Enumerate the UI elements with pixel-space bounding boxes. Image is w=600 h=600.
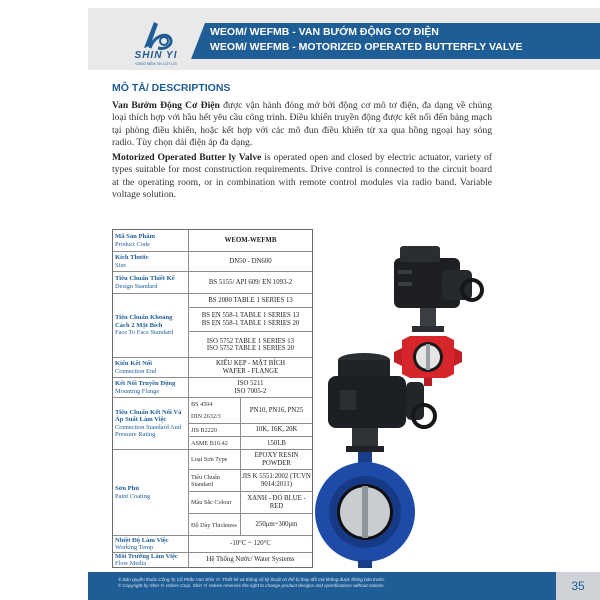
- label-vi: Môi Trường Làm Việc: [115, 552, 178, 560]
- spec-label: [113, 358, 189, 377]
- spec-label: [113, 230, 189, 251]
- spec-label: [113, 450, 189, 535]
- spec-label: [113, 252, 189, 271]
- spec-row-connection: [113, 358, 312, 378]
- pressure-sub-jis: [189, 424, 312, 437]
- pressure-v3: 10K, 16K, 20K: [255, 426, 298, 434]
- face-v2b: BS EN 558-1 TABLE 1 SERIES 20: [201, 319, 300, 327]
- pressure-sub-bs-din: [189, 398, 312, 424]
- coating-std-value: JIS K 5551:2002 (TCVN 9014:2011): [242, 473, 311, 488]
- coating-type: [189, 450, 312, 470]
- pressure-v4: 150LB: [267, 439, 286, 447]
- descriptions-title: MÔ TẢ/ DESCRIPTIONS: [112, 82, 231, 94]
- pressure-sub-asme: [189, 437, 312, 450]
- spec-row-media: [113, 553, 312, 567]
- coating-type-value: EPOXY RESIN POWDER: [254, 452, 299, 467]
- spec-value: -10°C ~ 120°C: [230, 540, 271, 548]
- spec-label: [113, 294, 189, 357]
- label-en: Connection Standard And Pressure Rating: [115, 423, 182, 438]
- label-en: Paint Coating: [115, 492, 150, 500]
- connection-v1: KIỂU KẸP - MẶT BÍCH: [215, 359, 286, 367]
- label-vi: Kiểu Kết Nối: [115, 360, 152, 368]
- pressure-s1: BS 4504: [191, 400, 213, 408]
- face-value-1: [189, 294, 312, 308]
- pressure-standards: [189, 398, 241, 423]
- label-en: Mounting Flange: [115, 387, 160, 395]
- coating-thick-label: Độ Dày Thickness: [189, 514, 241, 536]
- header: [88, 8, 600, 70]
- description-en-text: is operated open and closed by electric actuator, variety of types suitable for most construction requirements. Drive control is connected to the circuit board at the operating room, or in combination with remote control modules via radio band. Variable voltage solution.: [112, 152, 492, 201]
- label-en: Product Code: [115, 240, 150, 248]
- spec-row-mounting: [113, 378, 312, 398]
- footer-line-en: © Copyright by Shin Yi Valves Corp. Shin Yi Valves reserves the right to change product designs and specifications without notices.: [118, 583, 385, 588]
- label-vi: Tiêu Chuẩn Thiết Kế: [115, 275, 175, 283]
- spec-value: DN50 - DN600: [229, 257, 272, 265]
- label-en: Flow Media: [115, 560, 147, 567]
- description-vi-text: được vận hành đóng mở bởi động cơ mô tơ điện, đa dạng về chủng loại thích hợp với hầu hết yêu cầu công trình. Điều khiển truyền động được kết nối đến bảng mạch tại phòng điều khiển, hoặc kết hợp với các mô đun điều khiển từ xa qua hồng ngoại hay sóng radio. Tùy chọn dải điện áp đa dạng.: [112, 100, 492, 149]
- face-v2a: BS EN 558-1 TABLE 1 SERIES 13: [201, 312, 300, 320]
- spec-value: Hệ Thống Nước/ Water Systems: [206, 556, 295, 564]
- shinyi-logo: [124, 18, 188, 68]
- spec-row-pressure: [113, 398, 312, 450]
- label-en: Face To Face Standard: [115, 329, 174, 337]
- spec-label: [113, 553, 189, 567]
- spec-row-product-code: [113, 230, 312, 252]
- spec-label: [113, 536, 189, 552]
- spec-label: [113, 398, 189, 449]
- pressure-v12: PN10, PN16, PN25: [249, 406, 304, 414]
- spec-value: WEOM-WEFMB: [224, 236, 277, 244]
- header-title-vi: WEOM/ WEFMB - VAN BƯỚM ĐỘNG CƠ ĐIỆN: [210, 26, 439, 38]
- coating-thick-value: 250μm~300μm: [255, 521, 298, 529]
- mounting-v1: ISO 5211: [237, 379, 264, 387]
- description-en-lead: Motorized Operated Butter ly Valve: [112, 152, 262, 163]
- spec-row-size: [113, 252, 312, 272]
- label-en: Size: [115, 261, 127, 269]
- spec-value: [189, 358, 312, 377]
- label-en: Design Standard: [115, 282, 158, 290]
- description-vi-lead: Van Bướm Động Cơ Điện: [112, 100, 220, 111]
- label-vi: Kích Thước: [115, 254, 149, 262]
- label-vi: Tiêu Chuẩn Kết Nối Và Áp Suất Làm Việc: [115, 408, 182, 424]
- pressure-s4: ASME B16.42: [189, 437, 241, 450]
- spec-label: [113, 378, 189, 397]
- header-title-en: WEOM/ WEFMB - MOTORIZED OPERATED BUTTERFLY VALVE: [210, 41, 523, 53]
- spec-row-coating: [113, 450, 312, 536]
- face-v1: BS 2080 TABLE 1 SERIES 13: [208, 296, 293, 304]
- description-english: [112, 152, 492, 202]
- logo-text: SHIN YI: [134, 50, 178, 61]
- coating-colour-value: XANH - ĐỎ BLUE - RED: [247, 495, 306, 510]
- coating-thickness: [189, 514, 312, 536]
- footer-line-vi: © Bản quyền thuộc Công Ty Cổ Phần Van Shin Yi. Thiết kế và thông số kỹ thuật có thể bị thay đổi mà không được thông báo trước.: [118, 577, 386, 582]
- description-vietnamese: [112, 100, 492, 150]
- flanged-valve-image: [312, 350, 442, 570]
- label-vi: Nhiệt Độ Làm Việc: [115, 536, 169, 544]
- spec-row-design: [113, 272, 312, 294]
- label-en: Working Temp: [115, 544, 154, 551]
- spec-label: [113, 272, 189, 293]
- connection-v2: WAFER - FLANGE: [222, 367, 279, 375]
- label-vi: Sơn Phủ: [115, 485, 139, 493]
- coating-type-label: Loại Sơn Type: [189, 450, 241, 469]
- coating-colour-label: Màu Sắc Colour: [189, 492, 241, 513]
- label-vi: Mã Sản Phẩm: [115, 233, 155, 241]
- face-v3a: ISO 5752 TABLE 1 SERIES 13: [206, 337, 295, 345]
- label-vi: Kết Nối Truyền Động: [115, 380, 176, 388]
- spec-row-face-to-face: [113, 294, 312, 358]
- face-value-2: [189, 308, 312, 332]
- coating-colour: [189, 492, 312, 514]
- coating-std-label: Tiêu Chuẩn Standard: [189, 470, 241, 491]
- logo-mark-icon: [124, 18, 188, 52]
- label-en: Connection End: [115, 367, 157, 375]
- face-value-3: [189, 332, 312, 358]
- spec-row-temperature: [113, 536, 312, 553]
- footer: [88, 572, 600, 600]
- spec-value: [189, 378, 312, 397]
- pressure-s2: DIN 2632/3: [191, 413, 221, 421]
- spec-table: [112, 229, 313, 568]
- face-v3b: ISO 5752 TABLE 1 SERIES 20: [206, 345, 295, 352]
- spec-value: BS 5155/ API 609/ EN 1093-2: [208, 278, 293, 286]
- coating-standard: [189, 470, 312, 492]
- mounting-v2: ISO 7005-2: [234, 387, 267, 395]
- footer-copyright: [118, 577, 508, 589]
- header-title: [210, 25, 600, 55]
- logo-tagline: VỮNG NIỀM TIN CỐT LÕI: [135, 62, 177, 66]
- label-vi: Tiêu Chuẩn Khoảng Cách 2 Mặt Bích: [115, 314, 173, 329]
- pressure-s3: JIS B2220: [189, 424, 241, 436]
- page-number: 35: [556, 572, 600, 600]
